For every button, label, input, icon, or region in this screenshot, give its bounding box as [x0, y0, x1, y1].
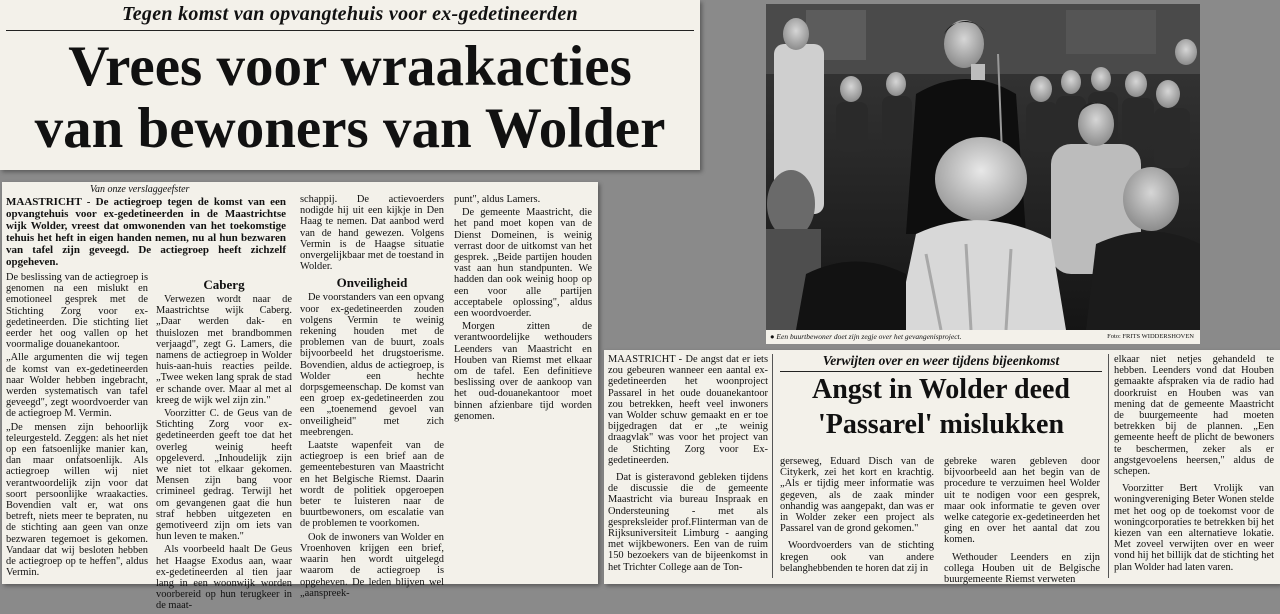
- article2-paragraph: gerseweg, Eduard Disch van de Citykerk, zei het kort en krachtig. „Als er tijdig meer informatie was gegeven, als de zaak minder onhandig was aangepakt, dan was er in Wolder zeker een project als Passarel van de grond gekomen.": [780, 456, 934, 535]
- photo-caption: [766, 330, 1200, 344]
- article1-paragraph: De voorstanders van een opvang voor ex-gedetineerden zouden volgens Vermin te weinig rekening houden met de problemen van de buurt, zoals bijvoorbeeld het drugstoerisme. Bovendien, aldus de actiegroep, is Wolder een hechte dorpsgemeenschap. De komst van een groep ex-gedetineerden zou een „toenemend gevoel van onveiligheid" met zich meebrengen.: [300, 292, 444, 438]
- article2-headline-block: [776, 352, 1106, 456]
- article1-paragraph: Morgen zitten de verantwoordelijke wethouders Leenders van Maastricht en Houben van Riemst met elkaar om de tafel. Een definitieve beslissing over de aankoop van het oud-douanekantoor moet binnen afzienbare tijd worden genomen.: [454, 321, 592, 422]
- article2-paragraph: Voorzitter Bert Vrolijk van woningvereniging Beter Wonen stelde met het oog op de toekomst voor de woningcorporaties te betrekken bij het kiezen van een alternatieve lokatie. Met zoveel verwijten over en weer vond hij het billijk dat de stichting het plan Wolder had laten varen.: [1114, 483, 1274, 573]
- article1-kicker-rule: [6, 30, 694, 31]
- article2-headline-line2: 'Passarel' mislukken: [817, 409, 1065, 440]
- article1-paragraph: „Alle argumenten die wij tegen de komst van ex-gedetineerden naar Wolder hebben ingebracht, werden systematisch van tafel geveegd", zegt woordvoerder van de actiegroep M. Vermin.: [6, 352, 148, 420]
- article2-column-4: [1114, 354, 1274, 575]
- meeting-photo: [766, 4, 1200, 344]
- article2-column-2: [780, 456, 934, 576]
- article2-paragraph: Wethouder Leenders en zijn collega Houben uit de Belgische buurgemeente Riemst verweten: [944, 551, 1100, 586]
- article1-kicker: Tegen komst van opvangtehuis voor ex-gedetineerden: [122, 3, 578, 25]
- article2-paragraph: Dat is gisteravond gebleken tijdens de discussie die de gemeente Maastricht via bureau Inspraak en Ondersteuning - met als gespreksleider prof.Flinterman van de Rijksuniversiteit Limburg - aanging met wijkbewoners. Een van de ruim 150 bezoekers van de bijeenkomst in het Trichter College aan de Ton-: [608, 472, 768, 573]
- article2-clipping: [604, 350, 1280, 584]
- article1-paragraph: schappij. De actievoerders nodigde hij uit een kijkje in Den Haag te nemen. Dat aanbod werd van de hand gewezen. Volgens Vermin is de Haagse situatie onvergelijkbaar met de toestand in Wolder.: [300, 194, 444, 273]
- article2-column-1: [608, 354, 768, 575]
- article1-paragraph: Voorzitter C. de Geus van de Stichting Zorg voor ex-gedetineerden geeft toe dat het overleg weinig heeft opgeleverd. „Inhoudelijk zijn we niet tot elkaar gekomen. Mensen zijn bang voor crimineel gedrag. Terwijl het om gevangenen gaat die hun straf hebben uitgezeten en gemotiveerd zijn om iets van hun leven te maken.": [156, 408, 292, 543]
- article2-paragraph: gebreke waren gebleven door bijvoorbeeld aan het begin van de procedure te verzuimen heel Wolder uit te nodigen voor een gesprek, maar ook informatie te geven over welke categorie ex-gedetineerden het ging en over het aantal dat zou komen.: [944, 456, 1100, 546]
- article2-paragraph: Woordvoerders van de stichting kregen ook van andere belanghebbenden te horen dat zij in: [780, 540, 934, 574]
- article2-paragraph: MAASTRICHT - De angst dat er iets zou gebeuren wanneer een aantal ex-gedetineerden het woonproject Passarel in het oude douanekantoor zou betrekken, heeft veel inwoners van Wolder schuw gemaakt en er toe bijgedragen dat er „te weinig draagvlak" was voor het project van de Stichting Zorg voor Ex-gedetineerden.: [608, 354, 768, 466]
- article1-paragraph: punt", aldus Lamers.: [454, 194, 541, 205]
- article2-column-3: [944, 456, 1100, 587]
- article1-column-3: [300, 194, 444, 601]
- article1-paragraph: „De mensen zijn behoorlijk teleurgesteld. Zeggen: als het niet op een fatsoenlijke manier kan, dan maar onfatsoenlijk. Als actiegroep willen wij niet verantwoordelijk zijn voor dat soort persoonlijke wraakacties. Bovendien valt er, wat ons betreft, niets meer te bepraten, nu de stichting aan geen van onze bezwaren tegemoet is gekomen. Vandaar dat wij besloten hebben de actiegroep op te heffen", aldus Vermin.: [6, 421, 148, 579]
- article2-paragraph: elkaar niet netjes gehandeld te hebben. Leenders vond dat Houben gemaakte afspraken via de radio had doorkruist en Houben was van mening dat de gemeente Maastricht de buurgemeente had moeten betrekken bij de plannen. „Een gemeente heeft de plicht de bewoners te beschermen, zeker als er angstgevoelens heersen," aldus de schepen.: [1114, 354, 1274, 478]
- column-divider: [1108, 354, 1109, 578]
- article1-paragraph: Laatste wapenfeit van de actiegroep is een brief aan de gemeentebesturen van Maastricht en het Belgische Riemst. Daarin wordt de politiek opgeroepen beter te luisteren naar de buurtbewoners, om escalatie van de problemen te voorkomen.: [300, 440, 444, 530]
- column-divider: [772, 354, 773, 578]
- article1-headline-line2: van bewoners van Wolder: [34, 97, 666, 160]
- photo-credit: Foto: FRITS WIDDERSHOVEN: [1107, 333, 1194, 340]
- article1-paragraph: De beslissing van de actiegroep is genomen na een mislukt en emotioneel gesprek met de Stichting Zorg voor ex-gedetineerden. Die stichting liet eerder het oog vallen op het voormalige douanekantoor.: [6, 272, 148, 351]
- article2-kicker: Verwijten over en weer tijdens bijeenkomst: [822, 353, 1060, 368]
- photo-caption-text: Een buurtbewoner doet zijn zegje over het gevangenisproject.: [776, 332, 962, 341]
- article1-paragraph: De gemeente Maastricht, die het pand moet kopen van de Dienst Domeinen, is weinig verrast door de uitkomst van het gesprek. „Beide partijen houden vast aan hun standpunten. We hadden dan ook weinig hoop op een voor alle partijen acceptabele oplossing", aldus een woordvoerder.: [454, 207, 592, 320]
- article1-headline-clipping: [0, 0, 700, 170]
- article1-paragraph: Verwezen wordt naar de Maastrichtse wijk Caberg. „Daar werden dak- en thuislozen met brandbommen verjaagd", zegt G. Lamers, die namens de actiegroep in Wolder huis-aan-huis reacties peilde. „Twee weken lang sprak de stad er schande over. Maar al met al kreeg de wijk wel zijn zin.": [156, 294, 292, 406]
- article1-column-2: [156, 274, 292, 614]
- meeting-photo-image: [766, 4, 1200, 330]
- article1-body-clipping: [2, 182, 598, 612]
- article1-byline: Van onze verslaggeefster: [90, 184, 190, 195]
- article1-subhead-onveiligheid: Onveiligheid: [336, 275, 408, 291]
- article1-column-4: [454, 194, 592, 424]
- article1-paragraph: Ook de inwoners van Wolder en Vroenhoven krijgen een brief, waarin hen wordt uitgelegd waarom de actiegroep is opgeheven. De leden blijven wel „aanspreek-: [300, 531, 444, 599]
- article1-paragraph: Als voorbeeld haalt De Geus het Haagse Exodus aan, waar ex-gedetineerden al tien jaar lang in een woonwijk worden voorbereid op hun terugkeer in de maat-: [156, 544, 292, 612]
- article2-headline-line1: Angst in Wolder deed: [811, 374, 1070, 405]
- article1-lead: MAASTRICHT - De actiegroep tegen de komst van een opvangtehuis voor ex-gedetineerden in de Maastrichtse wijk Wolder, vreest dat omwonenden van het toekomstige tehuis het heft in eigen handen nemen, nu al hun bezwaren van tafel zijn geveegd. De actiegroep heeft zichzelf opgeheven.: [6, 196, 286, 268]
- bullet-icon: ●: [770, 332, 775, 341]
- article1-headline-line1: Vrees voor wraakacties: [68, 35, 632, 98]
- article1-subhead-caberg: Caberg: [203, 277, 245, 292]
